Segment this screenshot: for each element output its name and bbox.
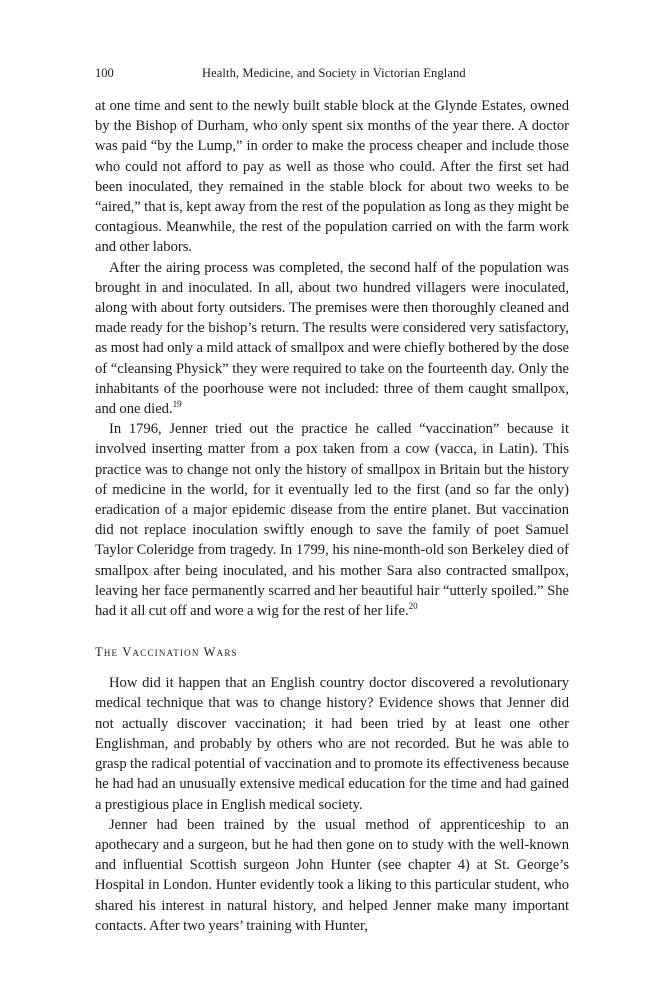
running-head: [95, 64, 569, 82]
paragraph-4: [95, 673, 569, 814]
paragraph-1-text: at one time and sent to the newly built stable block at the Glynde Estates, owned by the Bishop of Durham, who only spent six months of the year there. A doctor was paid “by the Lump,” in order to make the process cheaper and include those who could not afford to pay as well as those who could. After the first set had been inoculated, they remained in the stable block for about two weeks to be “aired,” that is, kept away from the rest of the population as long as they might be contagious. Meanwhile, the rest of the population carried on with the farm work and other labors.: [95, 98, 569, 256]
paragraph-5-text: Jenner had been trained by the usual method of apprenticeship to an apothecary and a surgeon, but he had then gone on to study with the well-known and influential Scottish surgeon John Hunter (see chapter 4) at St. George’s Hospital in London. Hunter evidently took a liking to this particular student, who shared his interest in natural history, and helped Jenner make many important contacts. After two years’ training with Hunter,: [95, 816, 569, 934]
paragraph-3: [95, 419, 569, 621]
paragraph-5: [95, 815, 569, 936]
paragraph-3-text: In 1796, Jenner tried out the practice he called “vaccination” because it involved inserting matter from a pox taken from a cow (vacca, in Latin). This practice was to change not only the history of smallpox in Britain but the history of medicine in the world, for it eventually led to the first (and so far the only) eradication of a major epidemic disease from the entire planet. But vaccination did not replace inoculation swiftly enough to save the family of poet Samuel Taylor Coleridge from tragedy. In 1799, his nine-month-old son Berkeley died of smallpox after being inoculated, and his mother Sara also contracted smallpox, leaving her face permanently scarred and her beautiful hair “utterly spoiled.” She had it all cut off and wore a wig for the rest of her life.: [95, 421, 569, 620]
paragraph-2: [95, 258, 569, 420]
paragraph-1: [95, 96, 569, 258]
footnote-marker-20: 20: [408, 601, 418, 612]
body-text: [95, 96, 569, 936]
footnote-marker-19: 19: [172, 399, 182, 410]
running-title: Health, Medicine, and Society in Victorian England: [202, 66, 466, 80]
page-number: 100: [95, 66, 114, 80]
paragraph-4-text: How did it happen that an English country doctor discovered a revolutionary medical technique that was to change history? Evidence shows that Jenner did not actually discover vaccination; it had been tried by at least one other Englishman, and probably by others who are not recorded. But he was able to grasp the radical potential of vaccination and to promote its effectiveness because he had had an unusually extensive medical education for the time and had gained a prestigious place in English medical society.: [95, 675, 569, 813]
paragraph-2-text: After the airing process was completed, the second half of the population was brought in and inoculated. In all, about two hundred villagers were inoculated, along with about forty outsiders. The premises were then thoroughly cleaned and made ready for the bishop’s return. The results were considered very satisfactory, as most had only a mild attack of smallpox and were chiefly bothered by the dose of “cleansing Physick” they were required to take on the fourteenth day. Only the inhabitants of the poorhouse were not included: three of them caught smallpox, and one died.: [95, 259, 569, 418]
section-heading: The Vaccination Wars: [95, 645, 238, 660]
